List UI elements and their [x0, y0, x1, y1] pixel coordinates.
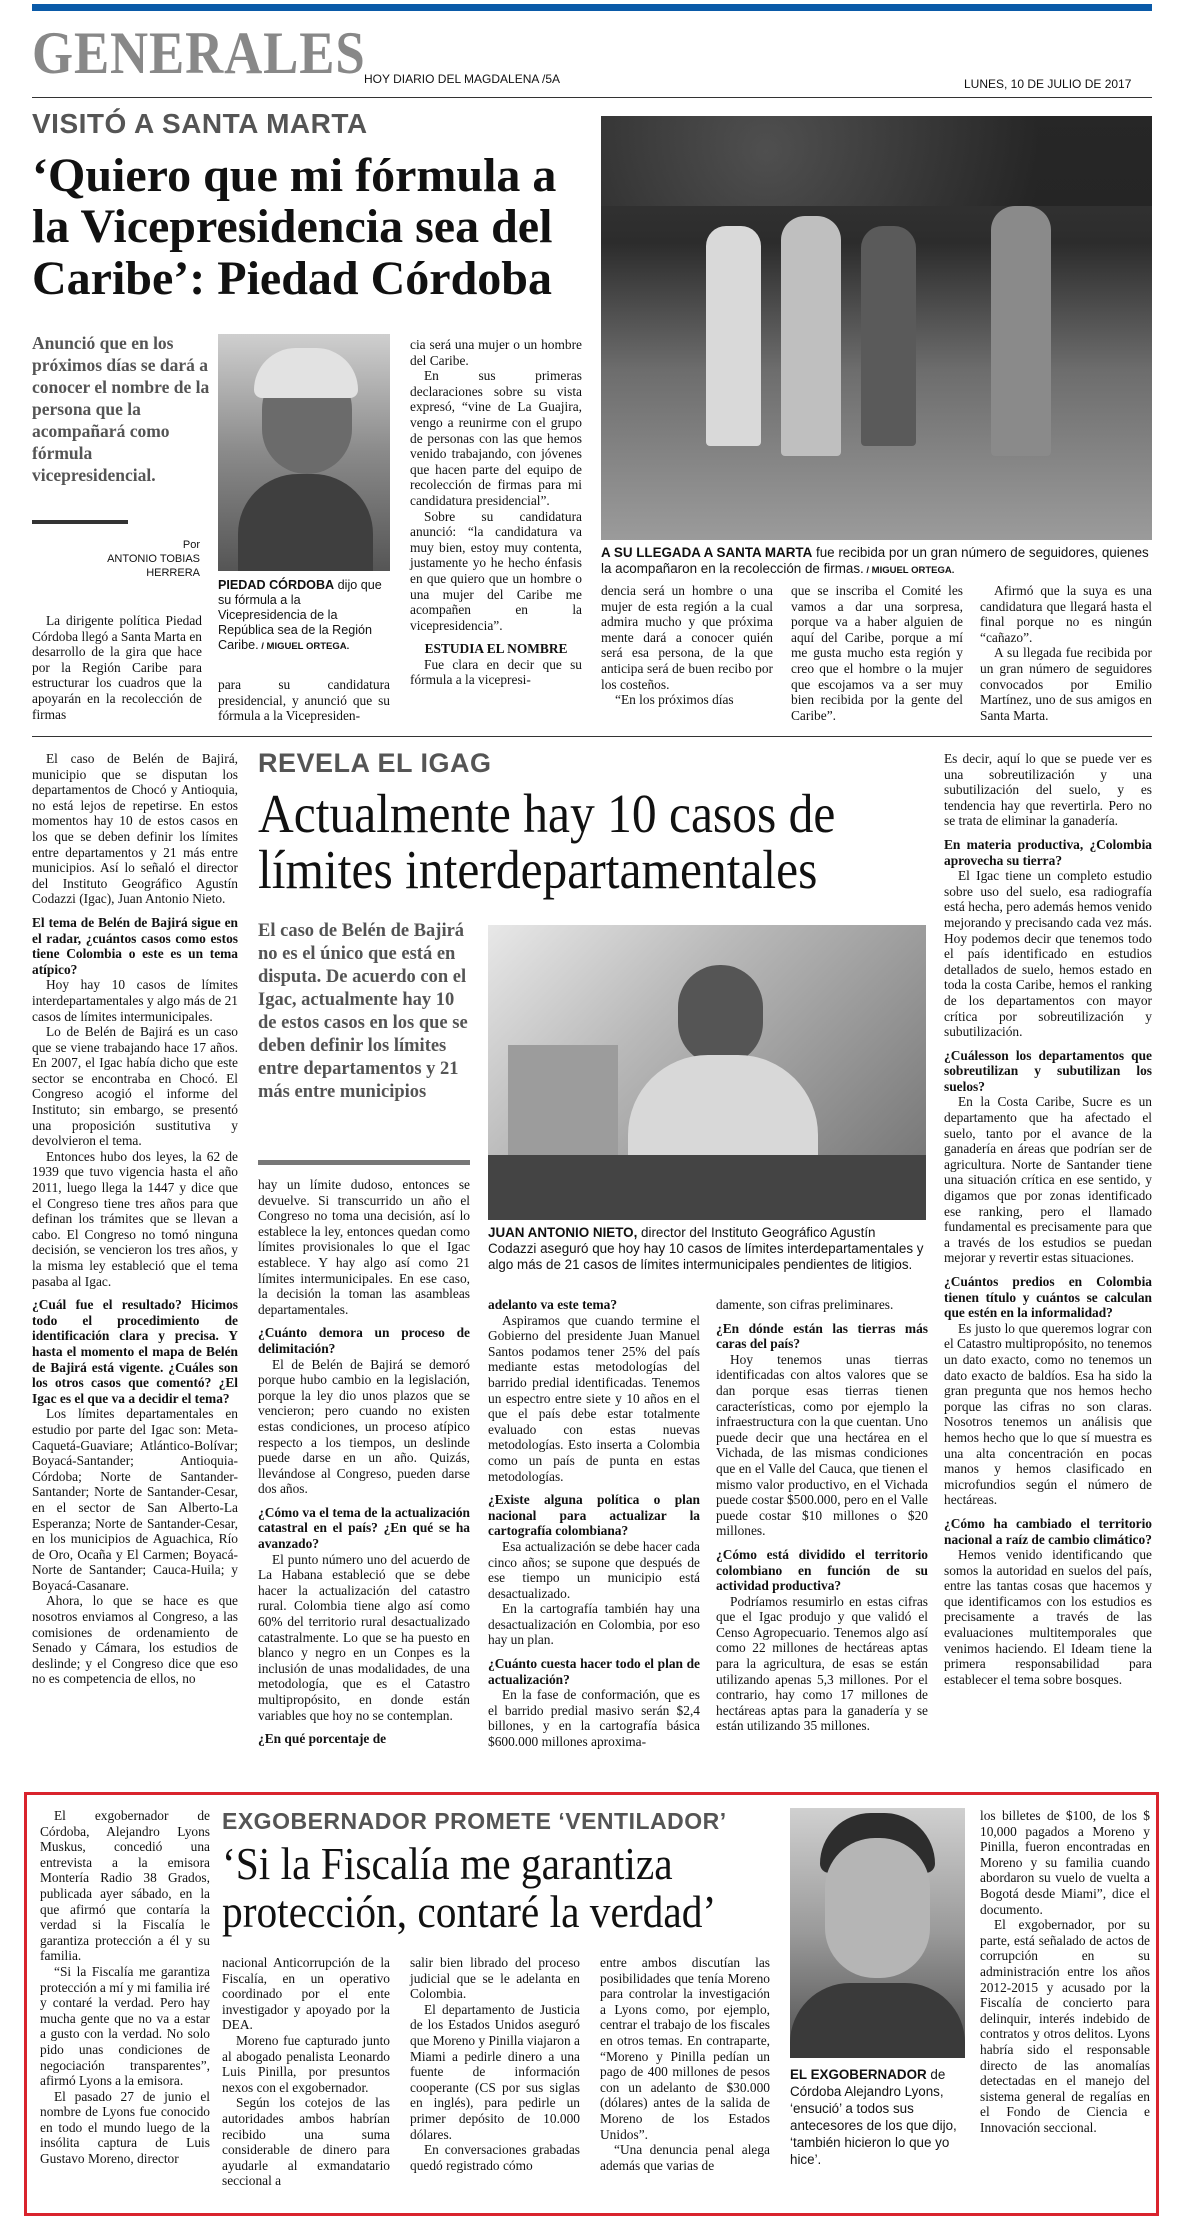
- question: ¿Cómo está dividido el territorio colombiano en función de su actividad productiva?: [716, 1546, 928, 1594]
- paragraph: En la fase de conformación, que es el barrido predial masivo serán $2,4 billones, y en la cartografía básica $600.000 millones aproxima-: [488, 1687, 700, 1750]
- paragraph: hay un límite dudoso, entonces se devuelve. Si transcurrido un año el Congreso no toma una decisión, así lo establece la ley, entonces quedan como límites provisionales lo que el Igac establece. Y hay algo así como 21 límites intermunicipales. En ese caso, la decisión la toman las asambleas departamentales.: [258, 1177, 470, 1317]
- nieto-photo-caption: [488, 1225, 926, 1273]
- paragraph: En sus primeras declaraciones sobre su vista expresó, “vine de La Guajira, vengo a reunirme con el grupo de personas con las que hemos venido trabajando, con jóvenes que hacen parte del equipo de recolección de firmas para mi candidatura presidencial”.: [410, 368, 582, 508]
- caption-text: fue recibida por un gran número de seguidores, quienes la acompañaron en la recolección de firmas.: [601, 545, 1149, 576]
- paragraph: nacional Anticorrupción de la Fiscalía, en un operativo coordinado por el ente investigador y apoyado por la DEA.: [222, 1955, 390, 2033]
- paragraph: Hoy hay 10 casos de límites interdepartamentales y algo más de 21 casos de límites intermunicipales.: [32, 977, 238, 1024]
- article1-col2-bottom: [218, 677, 390, 724]
- section-title: GENERALES: [32, 20, 366, 86]
- question: ¿Cuántos predios en Colombia tienen título y cuántos se calculan que estén en la informalidad?: [944, 1274, 1152, 1321]
- article2-lead: El caso de Belén de Bajirá no es el único que está en disputa. De acuerdo con el Igac, actualmente hay 10 de estos casos en los que se deben definir los límites entre departamentos y 21 más entre municipios: [258, 921, 468, 1102]
- paragraph: La dirigente política Piedad Córdoba llegó a Santa Marta en desarrollo de la gira que hace por la Región Caribe para estructurar los cuadros que la apoyarán en la recolección de firmas: [32, 613, 202, 722]
- article1-kicker: VISITÓ A SANTA MARTA: [32, 108, 368, 139]
- paragraph: Moreno fue capturado junto al abogado penalista Leonardo Luis Pinilla, por presuntos nexos con el exgobernador.: [222, 2032, 390, 2095]
- caption-text: dijo que su fórmula a la Vicepresidencia de la República sea de la Región Caribe.: [218, 578, 382, 652]
- paragraph: El exgobernador, por su parte, está señalado de actos de corrupción en su administración entre los años 2012-2015 y acusado por la Fiscalía de concierto para delinquir, interés indebido de contratos y otros delitos. Lyons habría sido el responsable directo de las anomalías detectadas en el manejo del sistema general de regalías en el Fondo de Ciencia e Innovación seccional.: [980, 1917, 1150, 2135]
- subheading: ESTUDIA EL NOMBRE: [424, 641, 568, 657]
- paragraph: En la Costa Caribe, Sucre es un departamento que ha afectado el suelo, tanto por el avance de la ganadería en áreas que podrían ser de agricultura. Norte de Santander tiene una situación crítica en ese sentido, y digamos que por zonas identificado ese ranking, pero el llamado fundamental es precisamente para que a través de los estudios se puedan mejorar y revertir estas situaciones.: [944, 1094, 1152, 1266]
- paragraph: El de Belén de Bajirá se demoró porque hubo cambio en la legislación, porque la ley dio unos plazos que se vencieron; pero cuando no existen estas condiciones, un proceso atípico respecto a los tiempos, un deslinde puede darse en un año. Quizás, llevándose al Congreso, pueden darse dos años.: [258, 1356, 470, 1497]
- article1-col1: [32, 613, 202, 722]
- paragraph: “Si la Fiscalía me garantiza protección a mí y mi familia iré y contaré la verdad. Pero hay mucha gente que no va a estar a gusto con la verdad. No solo pido unas condiciones de negociación transparentes”, afirmó Lyons a la emisora.: [40, 1963, 210, 2089]
- question: adelanto va este tema?: [488, 1297, 618, 1312]
- article2-mid-col2: [488, 1297, 700, 1750]
- paragraph: A su llegada fue recibida por un gran número de seguidores convocados por Emilio Martínez, uno de sus amigos en Santa Marta.: [980, 645, 1152, 723]
- caption-lead: EL EXGOBERNADOR: [790, 2067, 927, 2082]
- question: ¿Existe alguna política o plan nacional para actualizar la cartografía colombiana?: [488, 1492, 700, 1539]
- article1-bottom-rule: [32, 736, 1152, 737]
- issue-date: LUNES, 10 DE JULIO DE 2017: [964, 77, 1132, 91]
- caption-text: director del Instituto Geográfico Agustín Codazzi aseguró que hoy hay 10 casos de límites interdepartamentales y algo más de 21 casos de límites intermunicipales pendientes de litigios.: [488, 1225, 924, 1272]
- article3-col4: [600, 1955, 770, 2173]
- paragraph: dencia será un hombre o una mujer de esta región a la cual admira mucho y que próxima mente dará a conocer quién será esa persona, de la que anticipa será de buen recibo por los costeños.: [601, 583, 773, 692]
- byline-name: ANTONIO TOBIAS HERRERA: [107, 553, 200, 579]
- paragraph: entre ambos discutían las posibilidades que tenía Moreno para controlar la investigación a Lyons como, por ejemplo, centrar el trabajo de los fiscales en otros temas. En contraparte, “Moreno y Pinilla pedían un pago de 400 millones de pesos con un adelanto de $30.000 (dólares) antes de la salida de Moreno de los Estados Unidos”.: [600, 1955, 770, 2142]
- paragraph: Es decir, aquí lo que se puede ver es una sobreutilización y una subutilización del suelo, y es tendencia hay que revertirla. Pero no se trata de eliminar la ganadería.: [944, 751, 1152, 829]
- article2-right-col: [944, 751, 1152, 1687]
- article1-col3: [410, 337, 582, 688]
- paragraph: El Igac tiene un completo estudio sobre uso del suelo, esa radiografía está hecha, pero además hemos venido mejorando y precisando cada vez más. Hoy podemos decir que tenemos todo el país identificado en estudios detallados de suelo, hemos estado en toda la costa Caribe, hemos el ranking de los departamentos con mayor crítica por sobreutilización y subutilización.: [944, 868, 1152, 1040]
- question: ¿Cuál fue el resultado? Hicimos todo el procedimiento de identificación clara y precisa. Y hasta el momento el mapa de Belén de Bajirá está vigente. ¿Cuáles son los otros casos que comentó? ¿El Igac es el que va a decidir el tema?: [32, 1297, 238, 1406]
- article2-mid-col3: [716, 1297, 928, 1734]
- paragraph: Sobre su candidatura anunció: “la candidatura va muy bien, estoy muy contenta, justamente yo he hecho énfasis en que quiero que un hombre o una mujer del Caribe me acompañen en la vicepresidencia”.: [410, 508, 582, 633]
- paragraph: que se inscriba el Comité les vamos a dar una sorpresa, porque va a haber alguien de aquí del Caribe, porque a mí me gusta mucho esta región y creo que el hombre o la mujer que escojamos va a ser muy bien recibida por la gente del Caribe”.: [791, 583, 963, 723]
- paragraph: Entonces hubo dos leyes, la 62 de 1939 que tuvo vigencia hasta el año 2011, luego llega la 1447 y dice que el Congreso tiene tres años para que definan los trámites que se llevan a cabo. El Congreso no tomó ninguna decisión, se vencieron los tres años, y la misma ley estableció que el tema pasaba al Igac.: [32, 1148, 238, 1289]
- paragraph: Es justo lo que queremos lograr con el Catastro multipropósito, no tenemos un dato exacto, como no tenemos un dato exacto de baldíos. Esa ha sido la gran pregunta que nos hemos hecho porque las cifras no son claras. Nosotros tenemos un análisis que hemos hecho que lo que sí muestra es una alta concentración en pocas manos y hemos clasificado en microfundios según el número de hectáreas.: [944, 1320, 1152, 1508]
- paragraph: “Una denuncia penal alega además que varias de: [600, 2142, 770, 2173]
- article3-col5: [980, 1808, 1150, 2135]
- paragraph: Lo de Belén de Bajirá es un caso que se viene trabajando hace 17 años. En 2007, el Igac había dicho que este sector se encontraba en Chocó. El Congreso acogió el informe del Instituto; sin embargo, se presentó una proposición sustitutiva y devolvieron el tema.: [32, 1024, 238, 1149]
- article2-headline: Actualmente hay 10 casos de límites interdepartamentales: [258, 783, 836, 901]
- article3-col2: [222, 1955, 390, 2189]
- paragraph: Hemos venido identificando que somos la autoridad en suelos del país, entre las tantas cosas que hacemos y que identificamos con los estudios es precisamente a través de las evaluaciones multitemporales que venimos haciendo. El Ideam tiene la primera responsabilidad para establecer el tema sobre bosques.: [944, 1547, 1152, 1687]
- paragraph: El exgobernador de Córdoba, Alejandro Lyons Muskus, concedió una entrevista a la emisora Montería Radio 38 Grados, publicada ayer sábado, en la que afirmó que contaría la verdad si la Fiscalía le garantiza protección a él y su familia.: [40, 1808, 210, 1964]
- paragraph: El departamento de Justicia de los Estados Unidos aseguró que Moreno y Pinilla viajaron a Miami a pedirle dinero a una fuente de información cooperante (CS por sus siglas en inglés), para pedirle un primer depósito de 10.000 dólares.: [410, 2001, 580, 2142]
- question: ¿Cómo va el tema de la actualización catastral en el país? ¿En qué se ha avanzado?: [258, 1504, 470, 1552]
- article1-col5: [791, 583, 963, 723]
- article1-headline: ‘Quiero que mi fórmula a la Vicepresidencia sea del Caribe’: Piedad Córdoba: [32, 149, 557, 305]
- paragraph: Aspiramos que cuando termine el Gobierno del presidente Juan Manuel Santos podamos tener 25% del país mediante estas metodologías del barrido predial identificadas. Tenemos un espectro entre siete y 10 años en el que el país debe estar totalmente evaluado con estas nuevas metodologías. Esto inserta a Colombia como un país de punta en estas metodologías.: [488, 1312, 700, 1484]
- header-rule: [32, 97, 1152, 98]
- lyons-photo-caption: [790, 2066, 965, 2168]
- article1-col4: [601, 583, 773, 708]
- caption-lead: JUAN ANTONIO NIETO,: [488, 1225, 638, 1240]
- paragraph: los billetes de $100, de los $ 10,000 pagados a Moreno y Pinilla, fueron encontradas en Moreno y su familia cuando abordaron su vuelo de vuelta a Bogotá desde Miami”, dice el documento.: [980, 1808, 1150, 1917]
- photo-credit: / MIGUEL ORTEGA.: [258, 641, 350, 652]
- question: ¿En dónde están las tierras más caras del país?: [716, 1320, 928, 1352]
- caption-text: de Córdoba Alejandro Lyons, ‘ensució’ a todos sus antecesores de los que dijo, ‘también hicieron lo que yo hice’.: [790, 2067, 957, 2167]
- paragraph: Hoy tenemos unas tierras identificadas con altos valores que se dan porque esas tierras tienen características, como por ejemplo la infraestructura con la que cuentan. Uno puede decir que una hectárea en el Vichada, de las mismas condiciones que en el Valle del Cauca, que tienen el mismo valor productivo, en el Vichada puede costar $500.000, pero en el Valle puede costar $10 millones o $20 millones.: [716, 1351, 928, 1539]
- paragraph: cia será una mujer o un hombre del Caribe.: [410, 337, 582, 368]
- caption-lead: A SU LLEGADA A SANTA MARTA: [601, 545, 813, 560]
- byline-por: Por: [182, 539, 200, 551]
- article1-col6: [980, 583, 1152, 723]
- article3-col1: [40, 1808, 210, 2167]
- paragraph: Podríamos resumirlo en estas cifras que el Igac produjo y que validó el Censo Agropecuario. Tenemos algo así como 22 millones de hectáreas aptas para la agricultura, de esas se están utilizando apenas 5,3 millones. Por el contrario, hay como 17 millones de hectáreas aptas para la ganadería y se están utilizando 35 millones.: [716, 1593, 928, 1734]
- paragraph: El punto número uno del acuerdo de La Habana estableció que se debe hacer la actualización del catastro rural. Colombia tiene algo así como 60% del territorio rural desactualizado catastralmente. Lo que se ha puesto en blanco y negro en un Conpes es la inclusión de unas modalidades, de una metodología, que es el Catastro multipropósito, en donde están variables que hoy no se contemplan.: [258, 1551, 470, 1723]
- paragraph: En la cartografía también hay una desactualización en Colombia, por eso hay un plan.: [488, 1601, 700, 1648]
- paragraph: “En los próximos días: [615, 692, 734, 708]
- question: ¿Cuánto cuesta hacer todo el plan de actualización?: [488, 1656, 700, 1687]
- lead-rule: [32, 520, 128, 524]
- article2-left-col: [32, 751, 238, 1687]
- paragraph: damente, son cifras preliminares.: [716, 1297, 894, 1312]
- question: ¿Cómo ha cambiado el territorio nacional a raíz de cambio climático?: [944, 1515, 1152, 1547]
- nieto-photo: [488, 925, 926, 1220]
- arrival-photo-caption: [601, 545, 1152, 579]
- piedad-portrait-photo: [218, 334, 390, 571]
- paragraph: Afirmó que la suya es una candidatura que llegará hasta el final porque no es ningún “cañazo”.: [980, 583, 1152, 645]
- question: ¿Cuánto demora un proceso de delimitación?: [258, 1325, 470, 1356]
- byline: [100, 538, 200, 580]
- paragraph: Esa actualización se debe hacer cada cinco años; se supone que después de ese tiempo un municipio está desactualizado.: [488, 1538, 700, 1601]
- paragraph: El pasado 27 de junio el nombre de Lyons fue conocido en todo el mundo luego de la insólita captura de Luis Gustavo Moreno, director: [40, 2088, 210, 2167]
- article2-kicker: REVELA EL IGAG: [258, 748, 492, 778]
- caption-name: PIEDAD CÓRDOBA: [218, 578, 335, 592]
- paragraph: Los límites departamentales en estudio por parte del Igac son: Meta-Caquetá-Guaviare; Atlántico-Bolívar; Boyacá-Santander; Antioquia-Córdoba; Norte de Santander-Santander; Norte de Santander-Cesar, en el sector de San Alberto-La Esperanza; Norte de Santander-Cesar, en los municipios de Aguachica, Río de Oro, Ocaña y El Carmen; Boyacá-Norte de Santander; Cauca-Huila; y Boyacá-Casanare.: [32, 1406, 238, 1593]
- paragraph: El caso de Belén de Bajirá, municipio que se disputan los departamentos de Chocó y Antioquia, no está lejos de repetirse. En estos momentos hay 10 de estos casos en los que se deben definir los límites entre departamentos y 21 más entre municipios. Así lo señaló el director del Instituto Geográfico Agustín Codazzi (Igac), Juan Antonio Nieto.: [32, 751, 238, 907]
- photo-credit: / MIGUEL ORTEGA.: [863, 565, 955, 576]
- article3-col3: [410, 1955, 580, 2173]
- paragraph: Según los cotejos de las autoridades ambos habrían recibido una suma considerable de dinero para ayudarle al exmandatario seccional a: [222, 2095, 390, 2189]
- santa-marta-arrival-photo: [601, 116, 1152, 540]
- paragraph: Ahora, lo que se hace es que nosotros enviamos al Congreso, a las comisiones de ordenamiento de Senado y Cámara, los estudios de deslinde; y el Congreso dice que eso no es competencia de ellos, no: [32, 1593, 238, 1687]
- paragraph: En conversaciones grabadas quedó registrado cómo: [410, 2142, 580, 2173]
- top-rule: [32, 4, 1152, 11]
- article1-lead: Anunció que en los próximos días se dará a conocer el nombre de la persona que la acompañará como fórmula vicepresidencial.: [32, 333, 210, 485]
- article2-mid-col1: [258, 1177, 470, 1747]
- question: El tema de Belén de Bajirá sigue en el radar, ¿cuántos casos como estos tiene Colombia o este es un tema atípico?: [32, 914, 238, 977]
- question: ¿Cuálesson los departamentos que sobreutilizan y subutilizan los suelos?: [944, 1047, 1152, 1094]
- question: ¿En qué porcentaje de: [258, 1731, 387, 1747]
- portrait-caption: [218, 578, 390, 654]
- paragraph: salir bien librado del proceso judicial que se le adelanta en Colombia.: [410, 1955, 580, 2002]
- question: En materia productiva, ¿Colombia aprovecha su tierra?: [944, 836, 1152, 868]
- lead-rule: [258, 1160, 470, 1165]
- article3-headline: ‘Si la Fiscalía me garantiza protección, contaré la verdad’: [222, 1838, 717, 1938]
- lyons-photo: [790, 1808, 965, 2058]
- article3-kicker: EXGOBERNADOR PROMETE ‘VENTILADOR’: [222, 1808, 727, 1834]
- paper-name: HOY DIARIO DEL MAGDALENA /5A: [364, 72, 561, 86]
- paragraph: para su candidatura presidencial, y anunció que su fórmula a la Vicepresiden-: [218, 677, 390, 724]
- paragraph: Fue clara en decir que su fórmula a la vicepresi-: [410, 656, 582, 688]
